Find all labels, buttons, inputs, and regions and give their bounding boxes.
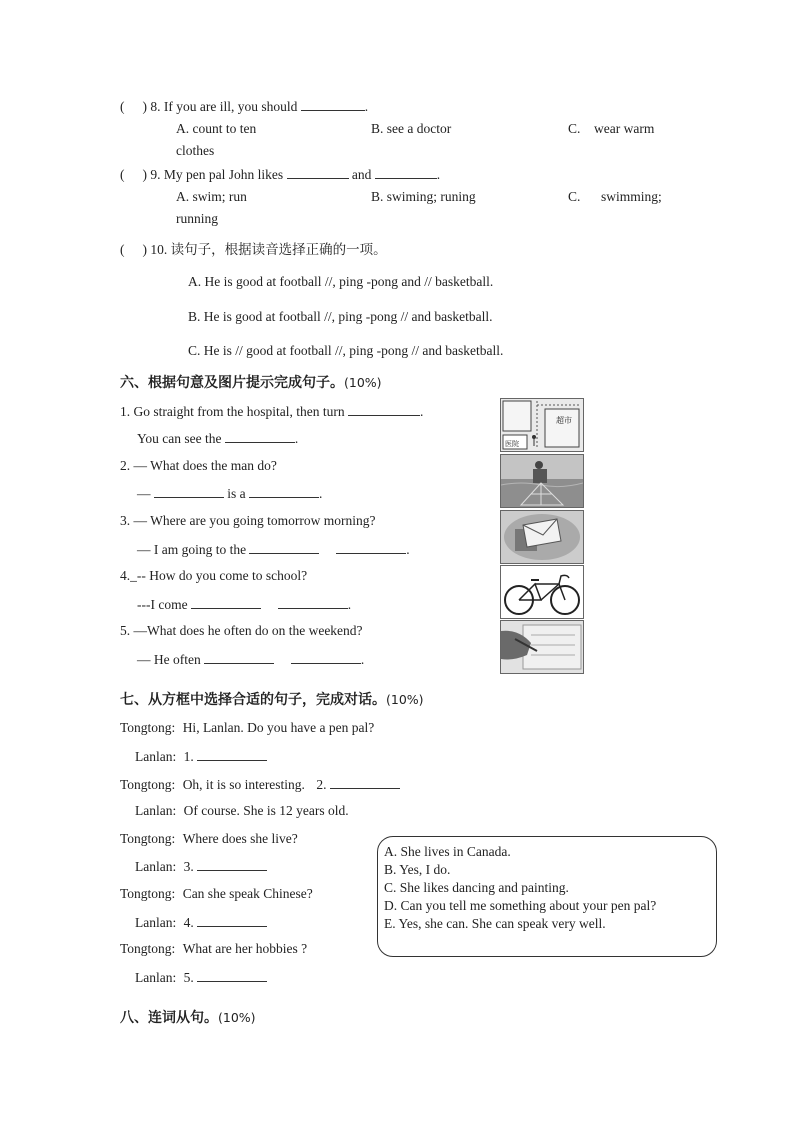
answer-blank[interactable] [249,541,319,554]
option-9c-letter: C. [568,189,581,204]
speaker: Lanlan: [135,803,177,818]
question-stem: My pen pal John likes [163,167,284,182]
question-9 [120,166,440,183]
bicycle-picture [500,565,584,619]
sentence: is a [227,486,246,501]
speaker: Tongtong: [120,941,176,956]
section-score: (10%) [344,375,382,390]
dialogue-line-7 [120,886,313,902]
option-9c: swimming; [601,189,662,204]
dialogue-line-3 [120,776,400,793]
map-picture [500,398,584,452]
speaker: Lanlan: [135,859,177,874]
section-8-heading [120,1007,256,1027]
dialogue-text: Hi, Lanlan. Do you have a pen pal? [182,720,375,735]
dialogue-line-8 [135,914,267,931]
answer-paren-close[interactable]: ) [142,99,147,114]
s6-item-5-line2 [137,651,364,668]
answer-paren-close[interactable]: ) [142,242,147,257]
dialogue-text: Oh, it is so interesting. [182,777,305,792]
option-8c: wear warm [594,121,655,136]
answer-blank[interactable] [225,430,295,443]
sentence: You can see the [137,431,222,446]
section-title: 七、从方框中选择合适的句子，完成对话。 [120,692,386,708]
answer-paren-open[interactable]: ( [120,242,125,257]
s6-item-4-line2 [137,596,351,613]
answer-paren-open[interactable]: ( [120,167,125,182]
stem-end: . [436,167,441,182]
dialogue-text: Of course. She is 12 years old. [183,803,349,818]
sentence: — I am going to the [137,542,247,557]
answer-blank[interactable] [348,403,420,416]
sentence: 1. Go straight from the hospital, then turn [120,404,345,419]
speaker: Lanlan: [135,749,177,764]
section-title: 八、连词从句。 [120,1010,218,1026]
option-8c-letter: C. [568,121,581,136]
answer-paren-open[interactable]: ( [120,99,125,114]
options-box [377,836,717,957]
question-stem: If you are ill, you should [163,99,298,114]
sentence-end: . [319,486,323,501]
answer-blank[interactable] [291,651,361,664]
answer-blank[interactable] [330,776,400,789]
answer-blank[interactable] [204,651,274,664]
s6-item-1-line2 [137,430,298,447]
option-10b: B. He is good at football //, ping -pong // and basketball. [188,309,493,324]
sentence-end: . [360,652,365,667]
question-10 [120,238,387,258]
homework-picture [500,620,584,674]
answer-blank[interactable] [301,98,365,111]
answer-blank[interactable] [197,969,267,982]
question-number: 10. [150,242,168,257]
option-8a: A. count to ten [176,121,257,136]
option-d: D. Can you tell me something about your pen pal? [384,898,657,913]
dialogue-number: 2. [316,777,327,792]
option-9b: B. swiming; runing [371,189,476,204]
answer-blank[interactable] [278,596,348,609]
dialogue-number: 3. [183,859,194,874]
speaker: Tongtong: [120,720,176,735]
option-8b: B. see a doctor [371,121,452,136]
option-c: C. She likes dancing and painting. [384,880,569,895]
dash: — [137,486,151,501]
sentence: — He often [137,652,201,667]
s6-item-4-line1: 4._-- How do you come to school? [120,568,308,583]
question-8 [120,98,368,115]
supermarket-label: 超市 [556,416,572,425]
stem-mid: and [351,167,372,182]
option-a: A. She lives in Canada. [384,844,511,859]
dialogue-number: 1. [183,749,194,764]
sentence: ---I come [137,597,188,612]
dialogue-line-2 [135,748,267,765]
dialogue-line-10 [135,969,267,986]
s6-item-3-line2 [137,541,410,558]
s6-item-5-line1: 5. —What does he often do on the weekend? [120,623,363,638]
fisherman-picture [500,454,584,508]
dialogue-text: Can she speak Chinese? [182,886,313,901]
option-9c-wrap: running [176,211,218,226]
answer-blank[interactable] [154,485,224,498]
speaker: Tongtong: [120,831,176,846]
speaker: Lanlan: [135,915,177,930]
option-e: E. Yes, she can. She can speak very well. [384,916,606,931]
question-number: 9. [150,167,161,182]
hospital-label: 医院 [505,440,519,448]
dialogue-number: 4. [183,915,194,930]
option-10a: A. He is good at football //, ping -pong and // basketball. [188,274,494,289]
answer-paren-close[interactable]: ) [142,167,147,182]
answer-blank[interactable] [197,748,267,761]
sentence-end: . [294,431,299,446]
sentence-end: . [406,542,410,557]
sentence-end: . [419,404,424,419]
s6-item-3-line1: 3. — Where are you going tomorrow morning? [120,513,376,528]
post-office-picture [500,510,584,564]
answer-blank[interactable] [249,485,319,498]
option-b: B. Yes, I do. [384,862,451,877]
section-7-heading [120,689,424,709]
section-score: (10%) [386,692,424,707]
option-9a: A. swim; run [176,189,247,204]
dialogue-line-4 [135,803,349,819]
speaker: Lanlan: [135,970,177,985]
s6-item-2-line2 [137,485,322,502]
dialogue-number: 5. [183,970,194,985]
dialogue-text: Where does she live? [182,831,298,846]
speaker: Tongtong: [120,886,176,901]
answer-blank[interactable] [197,858,267,871]
section-6-heading [120,372,382,392]
dialogue-line-1 [120,720,374,736]
dialogue-line-9 [120,941,307,957]
stem-end: . [364,99,369,114]
s6-item-1-line1 [120,403,423,420]
answer-blank[interactable] [336,541,406,554]
section-title: 六、根据句意及图片提示完成句子。 [120,375,344,391]
section-score: (10%) [218,1010,256,1025]
dialogue-text: What are her hobbies ? [182,941,308,956]
dialogue-line-5 [120,831,298,847]
s6-item-2-line1: 2. — What does the man do? [120,458,277,473]
question-number: 8. [150,99,161,114]
answer-blank[interactable] [191,596,261,609]
dialogue-line-6 [135,858,267,875]
speaker: Tongtong: [120,777,176,792]
option-10c: C. He is // good at football //, ping -pong // and basketball. [188,343,504,358]
answer-blank[interactable] [287,166,349,179]
option-8c-wrap: clothes [176,143,215,158]
answer-blank[interactable] [197,914,267,927]
question-stem: 读句子，根据读音选择正确的一项。 [170,242,387,258]
answer-blank[interactable] [375,166,437,179]
sentence-end: . [347,597,352,612]
